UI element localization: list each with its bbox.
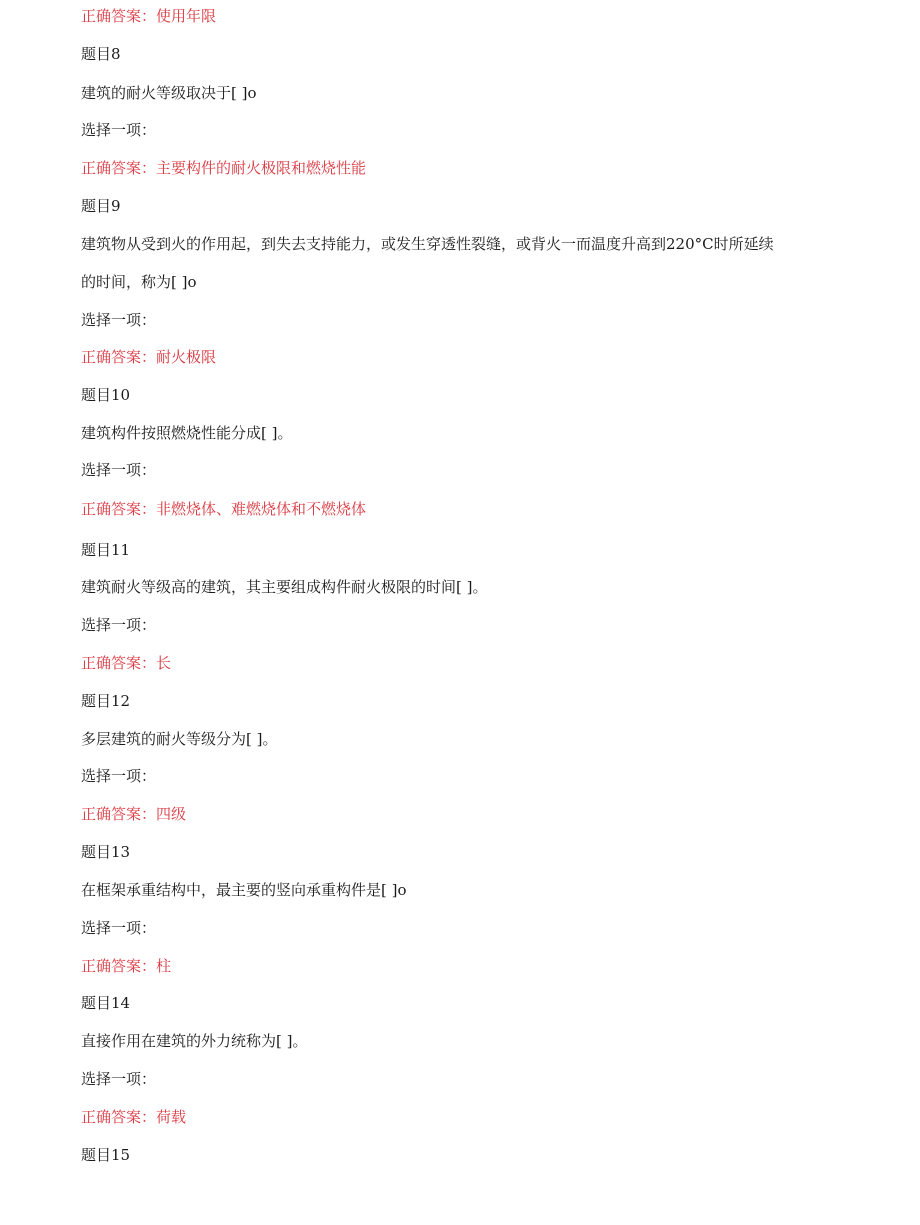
question-text-8: 建筑的耐火等级取决于[ ]o: [81, 84, 257, 102]
choice-prompt-10: 选择一项：: [81, 461, 157, 479]
question-text-11: 建筑耐火等级高的建筑，其主要组成构件耐火极限的时间[ ]。: [81, 578, 488, 596]
question-text-9-line2: 的时间，称为[ ]o: [81, 273, 197, 291]
choice-prompt-12: 选择一项：: [81, 767, 157, 785]
answer-q8: 正确答案：主要构件的耐火极限和燃烧性能: [81, 159, 367, 177]
answer-q7: 正确答案：使用年限: [81, 7, 217, 25]
choice-prompt-8: 选择一项：: [81, 121, 157, 139]
question-title-10: 题目10: [81, 386, 131, 404]
answer-q13: 正确答案：柱: [81, 957, 172, 975]
choice-prompt-14: 选择一项：: [81, 1070, 157, 1088]
question-title-12: 题目12: [81, 692, 131, 710]
choice-prompt-13: 选择一项：: [81, 919, 157, 937]
answer-q14: 正确答案：荷载: [81, 1108, 187, 1126]
question-title-13: 题目13: [81, 843, 131, 861]
answer-q11: 正确答案：长: [81, 654, 172, 672]
question-text-13: 在框架承重结构中，最主要的竖向承重构件是[ ]o: [81, 881, 407, 899]
answer-q12: 正确答案：四级: [81, 805, 187, 823]
question-title-8: 题目8: [81, 45, 121, 63]
question-text-12: 多层建筑的耐火等级分为[ ]。: [81, 730, 278, 748]
choice-prompt-11: 选择一项：: [81, 616, 157, 634]
answer-q10: 正确答案：非燃烧体、难燃烧体和不燃烧体: [81, 500, 367, 518]
question-text-10: 建筑构件按照燃烧性能分成[ ]。: [81, 424, 293, 442]
question-title-11: 题目11: [81, 541, 131, 559]
answer-q9: 正确答案：耐火极限: [81, 348, 217, 366]
question-text-14: 直接作用在建筑的外力统称为[ ]。: [81, 1032, 308, 1050]
question-title-9: 题目9: [81, 197, 121, 215]
question-title-14: 题目14: [81, 994, 131, 1012]
question-title-15: 题目15: [81, 1146, 131, 1164]
question-text-9-line1: 建筑物从受到火的作用起，到失去支持能力，或发生穿透性裂缝，或背火一而温度升高到220°C时所延续: [81, 235, 774, 253]
choice-prompt-9: 选择一项：: [81, 311, 157, 329]
